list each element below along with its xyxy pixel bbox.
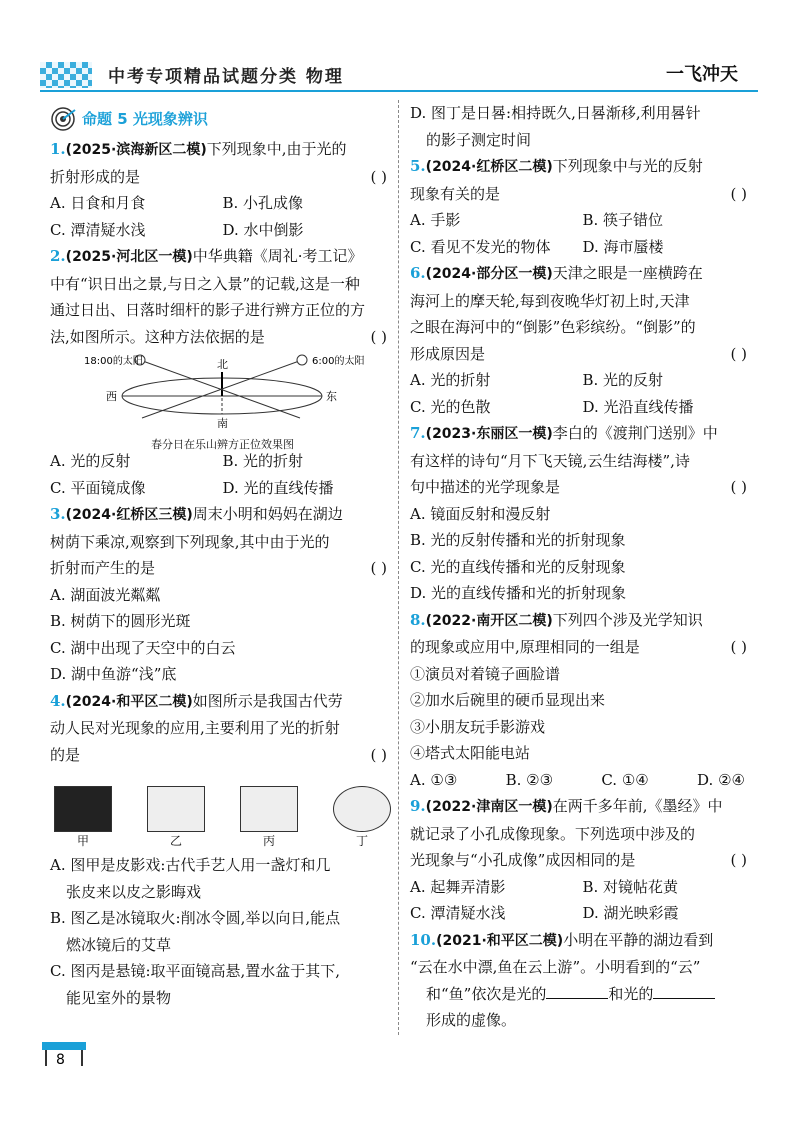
q6-source: (2024·部分区一模) (425, 266, 553, 282)
q4-text: 动人民对光现象的应用,主要利用了光的折射 (50, 719, 340, 737)
q6-text: 之眼在海河中的“倒影”色彩缤纷。“倒影”的 (410, 318, 696, 336)
q9-number: 9. (410, 797, 426, 815)
q2-source: (2025·河北区一模) (65, 249, 193, 265)
q4-images (50, 786, 395, 850)
q10-text: 形成的虚像。 (426, 1011, 517, 1029)
option-b: B. 图乙是冰镜取火:削冰令圆,举以向日,能点 (50, 909, 341, 927)
image-ding (333, 786, 391, 850)
option-a: A. 手影 (410, 211, 461, 229)
option-a: A. 湖面波光粼粼 (50, 585, 161, 604)
sun-diagram (50, 352, 395, 428)
answer-blank-1[interactable] (546, 984, 608, 999)
q4-text: 如图所示是我国古代劳 (192, 691, 343, 710)
image-jia (54, 786, 112, 850)
q1-number: 1. (50, 140, 66, 158)
option-a: A. 镜面反射和漫反射 (410, 504, 551, 523)
question-3 (50, 501, 395, 688)
sundial-image (333, 786, 391, 832)
option-a: A. 光的折射 (410, 371, 491, 389)
option-d: D. 湖中鱼游“浅”底 (50, 665, 177, 683)
question-4 (50, 688, 395, 1012)
option-d: D. ②④ (697, 770, 745, 789)
q3-text: 折射而产生的是 (50, 559, 156, 577)
option-b: B. 对镜帖花黄 (582, 877, 679, 896)
q10-text: 小明在平静的湖边看到 (563, 930, 714, 949)
q7-text: 有这样的诗句“月下飞天镜,云生结海楼”,诗 (410, 451, 690, 470)
q5-number: 5. (410, 157, 426, 175)
option-c: C. 图丙是悬镜:取平面镜高悬,置水盆于其下, (50, 962, 341, 980)
q8-text: 的现象或应用中,原理相同的一组是 (410, 638, 640, 656)
option-b: B. 光的反射传播和光的折射现象 (410, 531, 626, 549)
section-label: 命题 5 光现象辨识 (82, 109, 208, 128)
answer-paren: ( ) (370, 327, 387, 346)
q3-text: 树荫下乘凉,观察到下列现象,其中由于光的 (50, 532, 330, 551)
answer-paren: ( ) (730, 344, 747, 363)
option-c: 能见室外的景物 (66, 988, 172, 1007)
shadow-play-image (54, 786, 112, 832)
header-brand: 一飞冲天 (666, 64, 738, 85)
option-d: D. 水中倒影 (222, 220, 304, 239)
label-west: 西 (106, 390, 117, 403)
option-c: C. ①④ (601, 770, 649, 789)
q6-number: 6. (410, 264, 426, 282)
q10-text: 和“鱼”依次是光的 (426, 984, 547, 1003)
header-title: 中考专项精品试题分类 物理 (108, 67, 344, 87)
q1-source: (2025·滨海新区二模) (65, 142, 207, 158)
answer-paren: ( ) (370, 559, 387, 577)
q7-text: 句中描述的光学现象是 (410, 478, 561, 496)
q7-number: 7. (410, 424, 426, 442)
q10-text: 和光的 (608, 984, 654, 1003)
q7-text: 李白的《渡荆门送别》中 (552, 424, 718, 442)
option-a: A. ①③ (410, 770, 458, 789)
q2-number: 2. (50, 247, 66, 265)
section-header (50, 104, 395, 134)
option-d: D. 海市蜃楼 (582, 237, 664, 256)
option-c: C. 看见不发光的物体 (410, 237, 551, 256)
q10-number: 10. (410, 930, 437, 949)
q6-text: 海河上的摩天轮,每到夜晚华灯初上时,天津 (410, 291, 690, 310)
q8-item: ②加水后碗里的硬币显现出来 (410, 691, 606, 709)
q9-text: 就记录了小孔成像现象。下列选项中涉及的 (410, 824, 696, 843)
option-c: C. 平面镜成像 (50, 478, 146, 497)
image-label: 甲 (76, 834, 89, 848)
option-b: B. 树荫下的圆形光斑 (50, 612, 191, 630)
question-6 (410, 260, 755, 420)
option-a: A. 起舞弄清影 (410, 877, 506, 896)
q3-number: 3. (50, 505, 66, 523)
option-c: C. 潭清疑水浅 (410, 904, 506, 922)
ice-lens-image (147, 786, 205, 832)
answer-paren: ( ) (370, 167, 387, 186)
q4-text: 的是 (50, 745, 81, 764)
answer-paren: ( ) (730, 851, 747, 869)
hanging-mirror-image (240, 786, 298, 832)
q9-text: 在两千多年前,《墨经》中 (552, 797, 723, 815)
question-9 (410, 793, 755, 927)
option-b: B. ②③ (505, 770, 554, 789)
question-1 (50, 136, 395, 243)
q4-number: 4. (50, 691, 66, 710)
q2-text: 法,如图所示。这种方法依据的是 (50, 327, 265, 346)
label-sun-1800: 18:00的太阳 (84, 356, 143, 367)
q7-source: (2023·东丽区一模) (425, 426, 553, 442)
column-divider (398, 100, 399, 1035)
q2-text: 中有“识日出之景,与日之入景”的记载,这是一种 (50, 274, 360, 293)
question-7 (410, 420, 755, 607)
question-8 (410, 607, 755, 794)
q8-item: ①演员对着镜子画脸谱 (410, 664, 561, 683)
option-b: 燃冰镜后的艾草 (66, 935, 172, 954)
right-column (410, 100, 755, 1034)
q1-text: 下列现象中,由于光的 (206, 140, 347, 158)
q2-text: 中华典籍《周礼·考工记》 (192, 247, 363, 265)
option-c: C. 潭清疑水浅 (50, 220, 146, 239)
question-2 (50, 243, 395, 501)
q8-text: 下列四个涉及光学知识 (552, 610, 703, 629)
answer-paren: ( ) (730, 638, 747, 656)
header-rule (40, 90, 758, 92)
q1-text: 折射形成的是 (50, 167, 141, 186)
answer-paren: ( ) (730, 184, 747, 203)
figure-caption: 春分日在乐山辨方正位效果图 (151, 437, 294, 451)
image-label: 丙 (262, 834, 275, 848)
q8-source: (2022·南开区二模) (425, 612, 553, 629)
q10-source: (2021·和平区二模) (436, 932, 564, 949)
option-a: A. 日食和月食 (50, 194, 146, 212)
option-a: A. 图甲是皮影戏:古代手艺人用一盏灯和几 (50, 856, 331, 874)
q3-source: (2024·红桥区三模) (65, 507, 193, 523)
label-south: 南 (217, 417, 228, 428)
image-yi (147, 786, 205, 850)
q5-text: 现象有关的是 (410, 184, 501, 203)
label-sun-0600: 6:00的太阳 (312, 356, 365, 367)
option-d: D. 光的直线传播和光的折射现象 (410, 584, 627, 602)
label-north: 北 (217, 358, 228, 371)
option-c: C. 光的直线传播和光的反射现象 (410, 557, 626, 576)
q10-text: “云在水中漂,鱼在云上游”。小明看到的“云” (410, 958, 701, 976)
question-5 (410, 153, 755, 260)
image-bing (240, 786, 298, 850)
q5-text: 下列现象中与光的反射 (552, 157, 703, 175)
q8-item: ③小朋友玩手影游戏 (410, 717, 546, 736)
left-column (50, 104, 395, 1011)
option-d: 的影子测定时间 (426, 130, 532, 149)
option-d: D. 光沿直线传播 (582, 397, 694, 416)
option-b: B. 筷子错位 (582, 211, 664, 229)
q4-source: (2024·和平区二模) (65, 693, 193, 710)
q6-text: 形成原因是 (410, 344, 486, 363)
q8-number: 8. (410, 610, 426, 629)
image-label: 乙 (169, 834, 182, 848)
page-number-badge (40, 1040, 88, 1068)
q2-text: 通过日出、日落时细杆的影子进行辨方正位的方 (50, 301, 366, 319)
q6-text: 天津之眼是一座横跨在 (552, 264, 703, 282)
header-checker-decoration (40, 62, 92, 88)
option-a: A. 光的反射 (50, 452, 131, 470)
option-c: C. 湖中出现了天空中的白云 (50, 638, 236, 657)
option-b: B. 光的反射 (582, 371, 664, 389)
q5-source: (2024·红桥区二模) (425, 159, 553, 175)
q9-source: (2022·津南区一模) (425, 799, 553, 815)
target-icon (50, 106, 76, 132)
image-label: 丁 (355, 834, 368, 848)
answer-blank-2[interactable] (653, 984, 715, 999)
answer-paren: ( ) (370, 745, 387, 764)
page-number: 8 (56, 1052, 65, 1068)
option-d: D. 图丁是日晷:相持既久,日晷渐移,利用晷针 (410, 104, 701, 122)
option-a: 张皮来以皮之影晦戏 (66, 882, 202, 901)
option-c: C. 光的色散 (410, 397, 491, 416)
option-d: D. 湖光映彩霞 (582, 904, 679, 922)
option-d: D. 光的直线传播 (222, 478, 334, 497)
question-10 (410, 927, 755, 1034)
answer-paren: ( ) (730, 478, 747, 496)
sun-direction-figure (50, 352, 395, 451)
label-east: 东 (326, 390, 337, 403)
q8-item: ④塔式太阳能电站 (410, 744, 531, 762)
option-b: B. 小孔成像 (222, 194, 304, 212)
q9-text: 光现象与“小孔成像”成因相同的是 (410, 851, 636, 869)
option-b: B. 光的折射 (222, 452, 304, 470)
q3-text: 周末小明和妈妈在湖边 (192, 505, 343, 523)
